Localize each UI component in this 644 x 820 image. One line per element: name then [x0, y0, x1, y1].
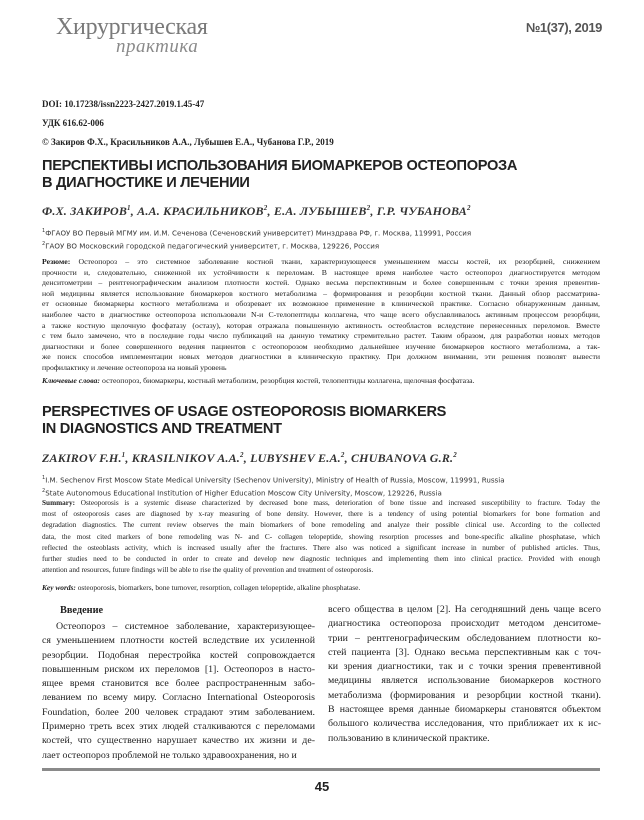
- line-text: degradation diagnostics. The current review observes the main biomarkers of bone remodeling and analyze their possible clinical use. According to the collected: [42, 521, 600, 530]
- text-line: [42, 321, 600, 332]
- affiliations-ru: [42, 226, 471, 252]
- author-sup: 1: [121, 451, 126, 459]
- line-text: Остеопороз – системное заболевание, характеризующее-: [56, 621, 315, 632]
- journal-logo-subtitle: практика: [116, 36, 199, 57]
- text-line: [42, 257, 600, 268]
- author: , LUBYSHEV E.A.: [243, 451, 341, 465]
- line-text: диагностика остеопороза происходит методом денситоме-: [328, 618, 601, 630]
- line-text: медицины является использование биомаркеров костного: [328, 675, 601, 687]
- authors-en: [42, 451, 457, 466]
- text-line: [328, 632, 601, 646]
- author: , KRASILNIKOV A.A.: [125, 451, 241, 465]
- text-line: [42, 734, 315, 748]
- keywords-text: osteoporosis, biomarkers, bone turnover, resorption, collagen telopeptide, alkaline phosphatase.: [75, 583, 361, 592]
- authors-ru: [42, 204, 471, 219]
- aff-sup: 1: [42, 228, 46, 234]
- affiliation: [42, 239, 471, 252]
- text-line: [42, 289, 600, 300]
- text-line: [328, 717, 601, 731]
- line-text: метаболизма (формирования и резорбции костной ткани).: [328, 689, 601, 701]
- keywords-label: Key words:: [42, 583, 76, 592]
- affiliation: [42, 473, 505, 486]
- text-line: [328, 674, 601, 688]
- line-text: Примерно треть всех этих людей сталкиваются с переломами: [42, 721, 315, 733]
- author: , Г.Р. ЧУБАНОВА: [370, 204, 467, 218]
- text-line: [42, 691, 315, 705]
- title-ru-line: ПЕРСПЕКТИВЫ ИСПОЛЬЗОВАНИЯ БИОМАРКЕРОВ ОСТЕОПОРОЗА: [42, 158, 518, 174]
- udk: УДК 616.62-006: [42, 118, 104, 128]
- body-column-left: [42, 620, 315, 763]
- text-line: [42, 706, 315, 720]
- title-en: [42, 404, 446, 438]
- text-line: [42, 649, 315, 663]
- keywords-en: [42, 583, 360, 592]
- aff-sup: 2: [42, 240, 46, 247]
- line-text: data, the most cited markers of bone remodeling was N- and C- collagen telopeptide, showing resorption processes and bone-specific alkaline phosphatase, which: [42, 532, 600, 541]
- copyright: © Закиров Ф.Х., Красильников А.А., Лубышев Е.А., Чубанова Г.Р., 2019: [42, 137, 334, 147]
- text-line: [42, 310, 600, 321]
- text-line: [42, 663, 315, 677]
- summary-en: [42, 498, 600, 576]
- keywords-ru: [42, 376, 475, 385]
- line-text: ет основные биомаркеры костного метаболизма и обозревает их возможное применение в клинической практике. Согласно обнаруженным данным,: [42, 299, 600, 309]
- author-sup: 2: [340, 451, 345, 459]
- line-text: костей, что существенно нарушает качество их жизни и де-: [42, 735, 315, 747]
- aff-text: ФГАОУ ВО Первый МГМУ им. И.М. Сеченова (Сеченовский университет) Минздрава РФ, г. Москва, 119991, Россия: [45, 228, 472, 238]
- author-sup: 2: [263, 204, 268, 212]
- author-sup: 2: [366, 204, 371, 212]
- line-text: Остеопороз – это системное заболевание костной ткани, характеризующееся уменьшением массы костей, их резорбцией, снижением: [70, 257, 600, 266]
- aff-sup: 2: [42, 487, 46, 494]
- text-line: [328, 603, 601, 617]
- keywords-text: остеопороз, биомаркеры, костный метаболизм, резорбция костей, телопептиды коллагена, щелочная фосфатаза.: [100, 376, 475, 385]
- line-text: attention and resources, future findings will be able to rise the quality of prevention and treatment of osteoporosis.: [42, 566, 374, 575]
- text-line: [42, 352, 600, 363]
- line-text: ся уменьшением плотности костей вследствие их усиленной: [42, 635, 315, 647]
- affiliation: [42, 486, 505, 499]
- line-text: пользованию в клинической практике.: [328, 732, 490, 744]
- title-ru: [42, 158, 517, 192]
- text-line: [328, 732, 601, 746]
- line-text: резорбции. Подобная перестройка костей сопровождается: [42, 649, 315, 661]
- footer-divider: [42, 768, 600, 771]
- line-text: ной медицины является использование биомаркеров костного метаболизма – формирования и резорбции костной ткани. Данный обзор рассматрива-: [42, 288, 600, 298]
- line-text: лает остеопороз проблемой не только здравоохранения, но и: [42, 749, 297, 761]
- text-line: [42, 720, 315, 734]
- text-line: [328, 703, 601, 717]
- title-en-line: IN DIAGNOSTICS AND TREATMENT: [42, 421, 282, 437]
- author-sup: 2: [467, 204, 471, 212]
- line-text: Foundation, более 200 человек страдают этим заболеванием.: [42, 706, 315, 718]
- title-en-line: PERSPECTIVES OF USAGE OSTEOPOROSIS BIOMARKERS: [42, 404, 447, 420]
- doi: DOI: 10.17238/issn2223-2427.2019.1.45-47: [42, 99, 205, 109]
- line-text: повышенным риском их переломов [1]. Остеопороз в насто-: [42, 663, 315, 675]
- text-line: [42, 554, 600, 565]
- author-sup: 2: [453, 451, 457, 459]
- affiliation: [42, 226, 471, 239]
- line-text: most of osteoporosis cases are diagnosed by x-ray measuring of bone density. However, there is a tendency of using potential biomarkers for bone formation and: [42, 510, 600, 519]
- line-text: прочности и, следовательно, сниженной их устойчивости к переломам. В настоящее время наиболее часто остеопороз диагностируется методом: [42, 267, 600, 277]
- text-line: [42, 520, 600, 531]
- title-ru-line: В ДИАГНОСТИКЕ И ЛЕЧЕНИИ: [42, 175, 250, 191]
- body-column-right: [328, 603, 601, 746]
- text-line: [42, 299, 600, 310]
- line-text: further studies need to be conducted in order to create and develop new diagnostic techniques and implementing them into clinical practice. Provided with enough: [42, 555, 600, 564]
- text-line: [42, 543, 600, 554]
- abstract-label: Резюме:: [42, 257, 71, 266]
- text-line: [42, 342, 600, 353]
- author-sup: 1: [127, 204, 131, 212]
- text-line: [42, 620, 315, 634]
- text-line: [42, 278, 600, 289]
- author: , А.А. КРАСИЛЬНИКОВ: [130, 204, 264, 218]
- line-text: денситометрии – рентгенографическим анализом плотности костей. Однако весьма перспективным и более совершенным с точки зрения превентив-: [42, 278, 600, 288]
- text-line: [42, 634, 315, 648]
- line-text: леванием по всему миру. Согласно International Osteoporosis: [42, 692, 315, 704]
- text-line: [42, 565, 600, 576]
- author: Ф.Х. ЗАКИРОВ: [42, 204, 128, 218]
- text-line: [42, 498, 600, 509]
- abstract-label: Summary:: [42, 499, 76, 507]
- line-text: ящее время становится все более распространенным забо-: [42, 678, 315, 690]
- text-line: [328, 660, 601, 674]
- journal-logo-title: Хирургическая: [56, 14, 208, 40]
- text-line: [42, 363, 600, 374]
- line-text: профилактику и лечение остеопороза на новый уровень: [42, 362, 227, 372]
- author-sup: 2: [240, 451, 244, 459]
- line-text: Osteoporosis is a systemic disease characterized by decreased bone mass, deterioration of bone tissue and increased susceptibility to fracture. Today the: [75, 499, 600, 507]
- text-line: [42, 509, 600, 520]
- line-text: reflected the osteoblasts activity, which is increased usually after the fractures. There also was noticed a significant increase in number of published articles. Thus,: [42, 543, 600, 552]
- line-text: наиболее часто в диагностике остеопороза использовали N-и C-телопептиды коллагена, что чаще всего обуславливалось активным процессом резорбции,: [42, 309, 600, 319]
- line-text: большого количества исследования, что приближает их к ис-: [328, 718, 601, 730]
- line-text: стей пациента [3]. Однако весьма перспективным как с точ-: [328, 646, 601, 658]
- line-text: а также костную щелочную фосфатазу (остазу), которая отражала повышенную активность остеобластов вследствие перенесенных переломов. Вместе: [42, 320, 600, 330]
- author: , CHUBANOVA G.R.: [344, 451, 454, 465]
- section-heading-introduction: Введение: [60, 605, 104, 616]
- text-line: [42, 331, 600, 342]
- text-line: [328, 689, 601, 703]
- page-number: 45: [314, 779, 330, 794]
- text-line: [328, 617, 601, 631]
- author: ZAKIROV F.H.: [42, 451, 122, 465]
- aff-text: I.M. Sechenov First Moscow State Medical University (Sechenov University), Ministry of Health of Russia, Moscow, 119991, Russia: [45, 475, 505, 485]
- line-text: ки зрения диагностики, так и с точки зрения превентивной: [328, 661, 601, 673]
- line-text: всего общества в целом [2]. На сегодняшний день чаще всего: [328, 604, 601, 615]
- author: , Е.А. ЛУБЫШЕВ: [267, 204, 367, 218]
- text-line: [328, 646, 601, 660]
- aff-text: State Autonomous Educational Institution of Higher Education Moscow City University, Moscow, 129226, Russia: [45, 488, 442, 498]
- text-line: [42, 749, 315, 763]
- text-line: [42, 532, 600, 543]
- aff-text: ГАОУ ВО Московский городской педагогический университет, г. Москва, 129226, Россия: [45, 241, 380, 251]
- line-text: диагностики и более совершенного ведения пациентов с остеопорозом необходимо дальнейшее изучение биомаркеров костного метаболизма, а так-: [42, 341, 600, 351]
- text-line: [42, 677, 315, 691]
- affiliations-en: [42, 473, 505, 499]
- line-text: В настоящее время данные биомаркеры становятся объектом: [328, 704, 601, 716]
- abstract-ru: [42, 257, 600, 374]
- aff-sup: 1: [42, 475, 46, 481]
- issue-number: №1(37), 2019: [525, 20, 602, 35]
- keywords-label: Ключевые слова:: [42, 376, 101, 385]
- line-text: с тем было замечено, что в последние годы число публикаций на данную тематику стремительно растет. Таким образом, для разработки новых методов: [42, 331, 600, 341]
- line-text: трии – рентгенографическим обследованием плотности ко-: [328, 632, 601, 644]
- line-text: же поиск способов имплементации новых методов диагностики в клиническую практику. При должном внимании, эти решения позволят вывести: [42, 352, 600, 362]
- text-line: [42, 268, 600, 279]
